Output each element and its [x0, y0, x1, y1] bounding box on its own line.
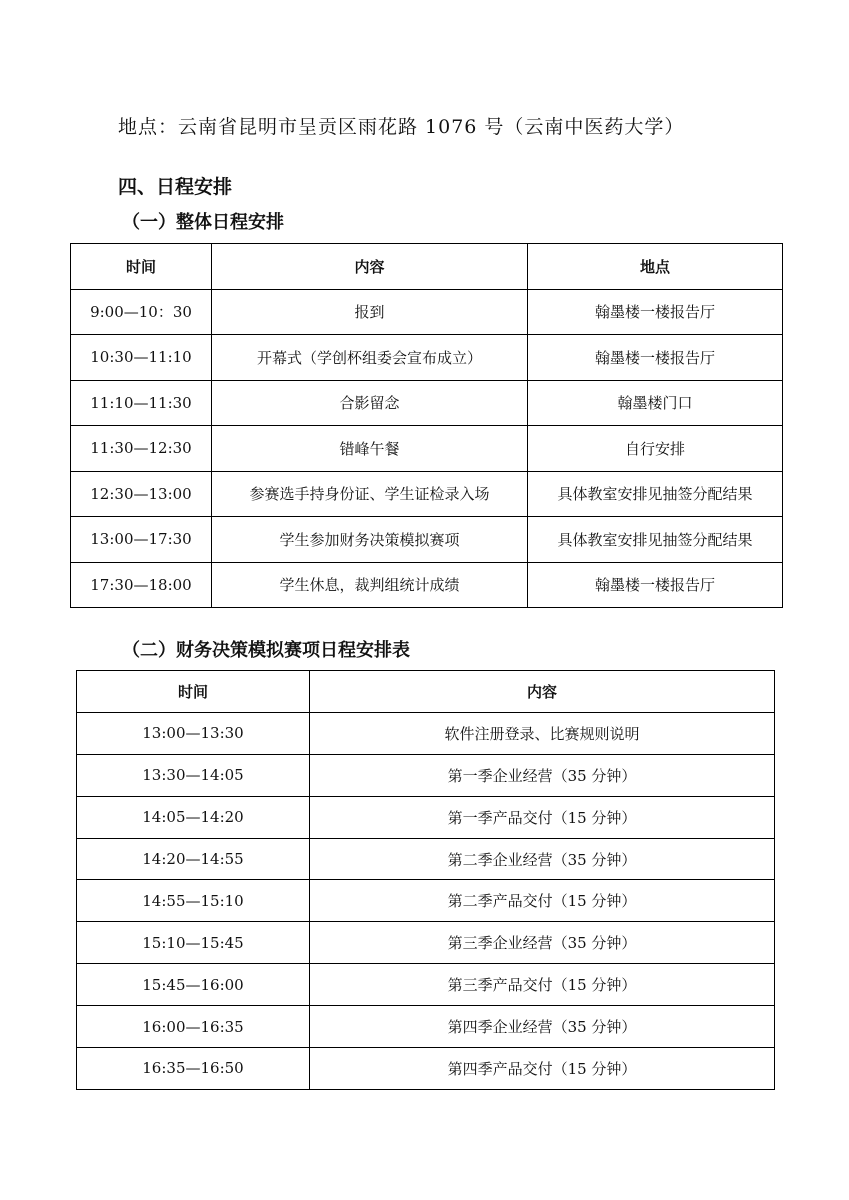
table-row	[77, 964, 775, 1006]
table-row	[77, 922, 775, 964]
time-cell: 11:30—12:30	[71, 426, 212, 472]
location-cell: 翰墨楼一楼报告厅	[528, 562, 783, 608]
table-row	[71, 380, 783, 426]
time-cell: 12:30—13:00	[71, 471, 212, 517]
time-cell: 13:00—13:30	[77, 712, 310, 754]
overall-schedule-table	[70, 243, 783, 608]
content-cell: 开幕式（学创杯组委会宣布成立）	[212, 335, 528, 381]
content-cell: 第四季产品交付（15 分钟）	[310, 1048, 775, 1090]
content-cell: 第三季企业经营（35 分钟）	[310, 922, 775, 964]
time-cell: 10:30—11:10	[71, 335, 212, 381]
time-cell: 14:05—14:20	[77, 796, 310, 838]
time-cell: 9:00—10：30	[71, 289, 212, 335]
content-cell: 第二季企业经营（35 分钟）	[310, 838, 775, 880]
content-cell: 第三季产品交付（15 分钟）	[310, 964, 775, 1006]
time-cell: 11:10—11:30	[71, 380, 212, 426]
location-cell: 具体教室安排见抽签分配结果	[528, 471, 783, 517]
content-cell: 错峰午餐	[212, 426, 528, 472]
table-row	[71, 471, 783, 517]
table-row	[77, 754, 775, 796]
time-cell: 13:30—14:05	[77, 754, 310, 796]
content-cell: 学生参加财务决策模拟赛项	[212, 517, 528, 563]
location-cell: 具体教室安排见抽签分配结果	[528, 517, 783, 563]
table-row	[77, 838, 775, 880]
finance-schedule-heading: （二）财务决策模拟赛项日程安排表	[122, 640, 410, 661]
table-row	[77, 1006, 775, 1048]
content-cell: 合影留念	[212, 380, 528, 426]
table-row	[71, 426, 783, 472]
finance-schedule-table	[76, 670, 775, 1090]
header-time: 时间	[77, 671, 310, 713]
content-cell: 第四季企业经营（35 分钟）	[310, 1006, 775, 1048]
table-row	[71, 335, 783, 381]
content-cell: 第一季企业经营（35 分钟）	[310, 754, 775, 796]
time-cell: 16:00—16:35	[77, 1006, 310, 1048]
table-row	[71, 517, 783, 563]
table-header-row	[71, 244, 783, 290]
content-cell: 软件注册登录、比赛规则说明	[310, 712, 775, 754]
location-cell: 自行安排	[528, 426, 783, 472]
location-cell: 翰墨楼门口	[528, 380, 783, 426]
location-line: 地点：云南省昆明市呈贡区雨花路 1076 号（云南中医药大学）	[118, 116, 685, 138]
content-cell: 第一季产品交付（15 分钟）	[310, 796, 775, 838]
content-cell: 学生休息，裁判组统计成绩	[212, 562, 528, 608]
time-cell: 15:45—16:00	[77, 964, 310, 1006]
content-cell: 参赛选手持身份证、学生证检录入场	[212, 471, 528, 517]
table-row	[71, 562, 783, 608]
location-cell: 翰墨楼一楼报告厅	[528, 335, 783, 381]
time-cell: 13:00—17:30	[71, 517, 212, 563]
time-cell: 17:30—18:00	[71, 562, 212, 608]
header-content: 内容	[212, 244, 528, 290]
time-cell: 16:35—16:50	[77, 1048, 310, 1090]
location-cell: 翰墨楼一楼报告厅	[528, 289, 783, 335]
table-row	[77, 880, 775, 922]
header-content: 内容	[310, 671, 775, 713]
content-cell: 第二季产品交付（15 分钟）	[310, 880, 775, 922]
table-row	[77, 796, 775, 838]
table-row	[77, 1048, 775, 1090]
time-cell: 14:20—14:55	[77, 838, 310, 880]
overall-schedule-heading: （一）整体日程安排	[122, 212, 284, 233]
section-heading: 四、日程安排	[118, 176, 233, 198]
time-cell: 14:55—15:10	[77, 880, 310, 922]
time-cell: 15:10—15:45	[77, 922, 310, 964]
table-header-row	[77, 671, 775, 713]
table-row	[77, 712, 775, 754]
header-time: 时间	[71, 244, 212, 290]
header-location: 地点	[528, 244, 783, 290]
table-row	[71, 289, 783, 335]
content-cell: 报到	[212, 289, 528, 335]
